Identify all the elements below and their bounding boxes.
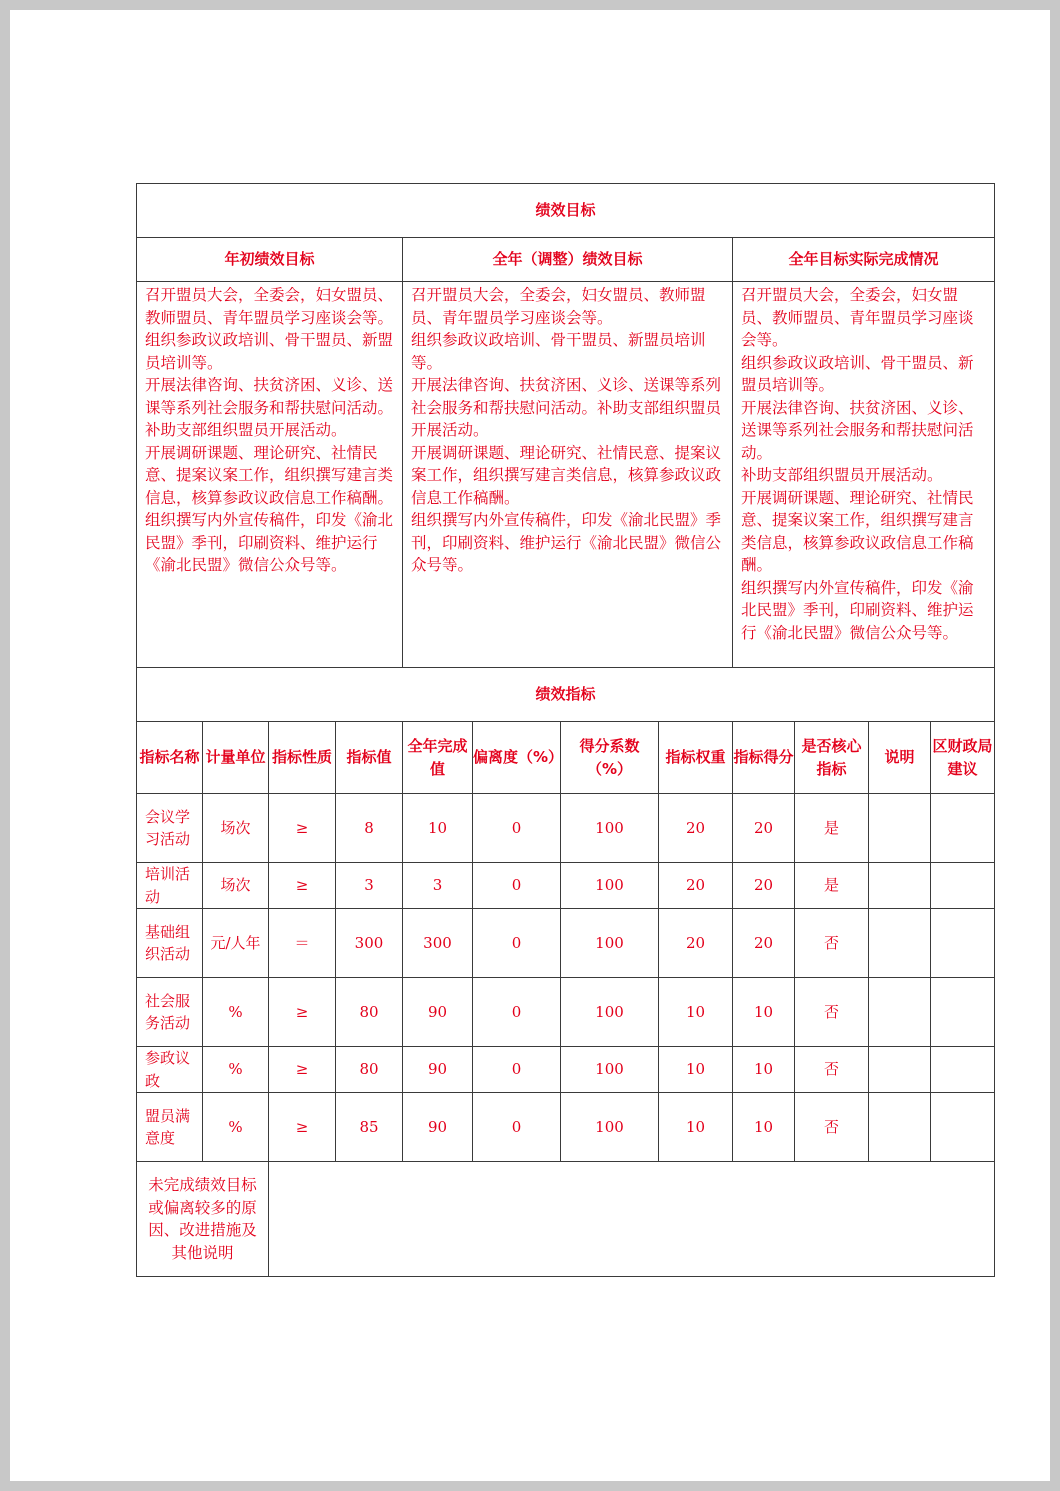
col-header: 得分系数（%）	[561, 722, 659, 794]
indicator-score: 20	[733, 794, 795, 863]
indicator-score: 20	[733, 909, 795, 978]
indicator-coefficient: 100	[561, 794, 659, 863]
performance-table	[136, 183, 995, 1277]
indicator-name: 基础组织活动	[137, 909, 203, 978]
actual-completion-para: 开展调研课题、理论研究、社情民意、提案议案工作，组织撰写建言类信息，核算参政议政信息工作稿酬。	[741, 488, 974, 574]
header-actual-completion: 全年目标实际完成情况	[733, 238, 995, 282]
indicator-deviation: 0	[473, 1093, 561, 1162]
indicator-advice	[931, 978, 995, 1047]
indicator-note	[869, 1093, 931, 1162]
indicator-target: 85	[336, 1093, 403, 1162]
indicator-name: 会议学习活动	[137, 794, 203, 863]
indicator-score: 20	[733, 863, 795, 909]
indicator-name: 参政议政	[137, 1047, 203, 1093]
indicator-note	[869, 909, 931, 978]
indicator-coefficient: 100	[561, 978, 659, 1047]
indicator-unit: 场次	[203, 794, 269, 863]
table-row	[137, 909, 995, 978]
adjusted-goal-para: 召开盟员大会，全委会，妇女盟员、教师盟员、青年盟员学习座谈会等。	[411, 286, 706, 327]
indicator-core: 否	[795, 1093, 869, 1162]
indicator-target: 80	[336, 1047, 403, 1093]
col-header: 是否核心指标	[795, 722, 869, 794]
actual-completion-para: 组织撰写内外宣传稿件，印发《渝北民盟》季刊，印刷资料、维护运行《渝北民盟》微信公众号等。	[741, 578, 974, 642]
table-row	[137, 794, 995, 863]
col-header: 说明	[869, 722, 931, 794]
indicator-advice	[931, 1093, 995, 1162]
indicator-target: 80	[336, 978, 403, 1047]
indicator-target: 300	[336, 909, 403, 978]
indicator-advice	[931, 794, 995, 863]
indicator-note	[869, 978, 931, 1047]
indicator-actual: 90	[403, 978, 473, 1047]
col-header: 区财政局建议	[931, 722, 995, 794]
indicator-unit: 场次	[203, 863, 269, 909]
indicator-nature: ≥	[269, 863, 336, 909]
indicator-coefficient: 100	[561, 863, 659, 909]
indicator-nature: ＝	[269, 909, 336, 978]
indicator-name: 盟员满意度	[137, 1093, 203, 1162]
indicator-core: 否	[795, 909, 869, 978]
adjusted-goal-para: 开展法律咨询、扶贫济困、义诊、送课等系列社会服务和帮扶慰问活动。补助支部组织盟员开展活动。	[411, 376, 722, 439]
indicator-core: 否	[795, 1047, 869, 1093]
col-header: 指标名称	[137, 722, 203, 794]
indicator-note	[869, 863, 931, 909]
table-row	[137, 1047, 995, 1093]
indicator-score: 10	[733, 1047, 795, 1093]
initial-goal-para: 开展法律咨询、扶贫济困、义诊、送课等系列社会服务和帮扶慰问活动。补助支部组织盟员开展活动。	[145, 376, 394, 439]
indicator-actual: 3	[403, 863, 473, 909]
initial-goal-para: 召开盟员大会，全委会，妇女盟员、教师盟员、青年盟员学习座谈会等。	[145, 286, 394, 327]
initial-goal-cell	[137, 282, 403, 668]
actual-completion-para: 补助支部组织盟员开展活动。	[741, 466, 943, 484]
table-row	[137, 863, 995, 909]
indicator-weight: 20	[659, 794, 733, 863]
indicator-note	[869, 1047, 931, 1093]
table-row	[137, 1093, 995, 1162]
indicator-coefficient: 100	[561, 1093, 659, 1162]
col-header: 指标性质	[269, 722, 336, 794]
indicator-target: 8	[336, 794, 403, 863]
indicator-name: 社会服务活动	[137, 978, 203, 1047]
adjusted-goal-para: 开展调研课题、理论研究、社情民意、提案议案工作，组织撰写建言类信息，核算参政议政信息工作稿酬。	[411, 443, 722, 507]
indicator-weight: 10	[659, 978, 733, 1047]
header-adjusted-goal: 全年（调整）绩效目标	[403, 238, 733, 282]
col-header: 偏离度（%）	[473, 722, 561, 794]
adjusted-goal-para: 组织撰写内外宣传稿件，印发《渝北民盟》季刊，印刷资料、维护运行《渝北民盟》微信公众号等。	[411, 511, 722, 574]
indicator-name: 培训活动	[137, 863, 203, 909]
indicator-unit: %	[203, 978, 269, 1047]
indicator-actual: 300	[403, 909, 473, 978]
table-row	[137, 978, 995, 1047]
initial-goal-para: 组织撰写内外宣传稿件，印发《渝北民盟》季刊，印刷资料、维护运行《渝北民盟》微信公众号等。	[145, 511, 394, 574]
indicator-target: 3	[336, 863, 403, 909]
actual-completion-cell	[733, 282, 995, 668]
actual-completion-para: 组织参政议政培训、骨干盟员、新盟员培训等。	[741, 353, 974, 394]
indicator-weight: 10	[659, 1093, 733, 1162]
indicator-weight: 20	[659, 863, 733, 909]
adjusted-goal-para: 组织参政议政培训、骨干盟员、新盟员培训等。	[411, 331, 706, 372]
actual-completion-para: 开展法律咨询、扶贫济困、义诊、送课等系列社会服务和帮扶慰问活动。	[741, 398, 974, 462]
indicator-actual: 10	[403, 794, 473, 863]
indicator-core: 是	[795, 863, 869, 909]
indicator-coefficient: 100	[561, 909, 659, 978]
adjusted-goal-cell	[403, 282, 733, 668]
indicator-actual: 90	[403, 1093, 473, 1162]
indicator-actual: 90	[403, 1047, 473, 1093]
section-title-goals: 绩效目标	[137, 184, 995, 238]
col-header: 指标得分	[733, 722, 795, 794]
indicator-advice	[931, 1047, 995, 1093]
col-header: 指标权重	[659, 722, 733, 794]
indicator-deviation: 0	[473, 978, 561, 1047]
indicator-weight: 20	[659, 909, 733, 978]
initial-goal-para: 组织参政议政培训、骨干盟员、新盟员培训等。	[145, 331, 394, 372]
indicator-deviation: 0	[473, 794, 561, 863]
indicator-core: 是	[795, 794, 869, 863]
indicator-note	[869, 794, 931, 863]
header-initial-goal: 年初绩效目标	[137, 238, 403, 282]
indicator-weight: 10	[659, 1047, 733, 1093]
col-header: 全年完成值	[403, 722, 473, 794]
remarks-content	[269, 1162, 995, 1277]
indicator-unit: %	[203, 1047, 269, 1093]
indicator-deviation: 0	[473, 1047, 561, 1093]
indicator-unit: %	[203, 1093, 269, 1162]
indicator-score: 10	[733, 978, 795, 1047]
document-page	[10, 10, 1050, 1481]
indicator-nature: ≥	[269, 1093, 336, 1162]
indicator-advice	[931, 863, 995, 909]
indicator-deviation: 0	[473, 863, 561, 909]
indicator-nature: ≥	[269, 978, 336, 1047]
indicator-deviation: 0	[473, 909, 561, 978]
indicator-nature: ≥	[269, 1047, 336, 1093]
actual-completion-para: 召开盟员大会，全委会，妇女盟员、教师盟员、青年盟员学习座谈会等。	[741, 286, 974, 349]
indicator-unit: 元/人年	[203, 909, 269, 978]
indicator-score: 10	[733, 1093, 795, 1162]
indicator-coefficient: 100	[561, 1047, 659, 1093]
indicator-advice	[931, 909, 995, 978]
section-title-indicators: 绩效指标	[137, 668, 995, 722]
col-header: 指标值	[336, 722, 403, 794]
indicator-nature: ≥	[269, 794, 336, 863]
indicator-core: 否	[795, 978, 869, 1047]
initial-goal-para: 开展调研课题、理论研究、社情民意、提案议案工作，组织撰写建言类信息，核算参政议政信息工作稿酬。	[145, 443, 394, 507]
remarks-label: 未完成绩效目标或偏离较多的原因、改进措施及其他说明	[137, 1162, 269, 1277]
col-header: 计量单位	[203, 722, 269, 794]
